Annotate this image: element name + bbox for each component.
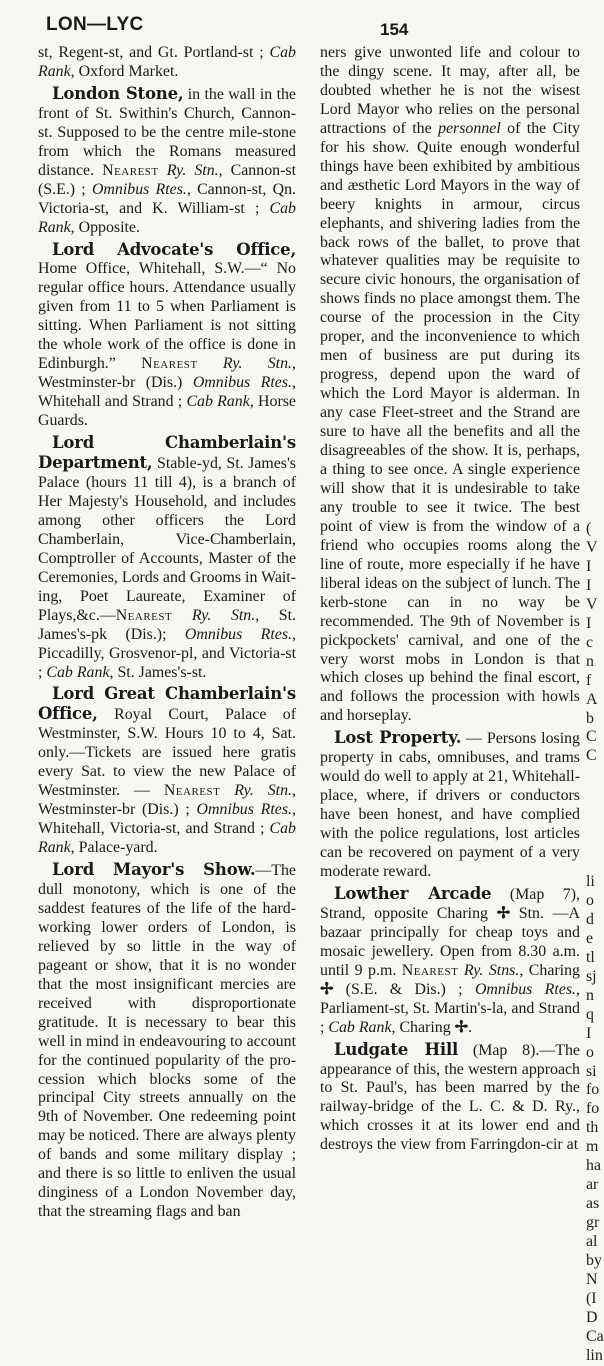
- sliver-line: c: [586, 633, 594, 651]
- entry-lowther-arcade: [320, 885, 580, 1038]
- sliver-line: tl: [586, 948, 595, 966]
- entry-text: , Opposite.: [70, 218, 140, 236]
- sliver-line: lin: [586, 1346, 603, 1364]
- entry-text: .: [467, 1018, 472, 1036]
- page-number: 154: [380, 20, 409, 39]
- entry-text: Stn. —A bazaar principally for cheap toys and mosaic jewellery. Open from 8.30 a.m. until 9 p.m.: [320, 904, 581, 979]
- omnibus-label: Omnibus Rtes.: [196, 801, 293, 819]
- entry-text: , Westminster-br (Dis.): [38, 355, 296, 392]
- sliver-line: sj: [586, 967, 597, 985]
- entry-text: —The appearance of this, the western approach to St. Paul's, has been marred by the railway-bridge of the L. C. & D. Ry., which crosses it at its lower end and destroys the view from Farringdon-cir at: [320, 1041, 580, 1154]
- cab-rank-label: Cab Rank: [46, 663, 110, 681]
- entry-text: , Palace-yard.: [70, 839, 158, 857]
- entry-text: , Horse Guards.: [38, 393, 296, 430]
- sliver-line: V: [586, 595, 598, 613]
- omnibus-label: Omnibus Rtes.: [91, 180, 187, 198]
- sliver-line: b: [586, 709, 594, 727]
- headword: Lord Chamberlain's Department,: [38, 433, 296, 473]
- omnibus-label: Omnibus Rtes.: [474, 980, 576, 998]
- sliver-line: I: [586, 1024, 592, 1042]
- continuation-text: [38, 44, 296, 82]
- entry-lord-great-chamberlain: [38, 685, 296, 858]
- headword: Lord Great Chamberlain's Office,: [38, 684, 296, 724]
- nearest-label: Nearest: [163, 782, 221, 800]
- entry-text: Home Office, Whitehall, S.W.—“ No regular office hours. Attendance usually given from 11 to 5 when Parliament is sitting. When Parliament is not sitting the whole work of the office is done in Edinburgh.”: [38, 260, 296, 373]
- omnibus-label: Omnibus Rtes.: [184, 625, 292, 643]
- entry-text: , Westminster-br (Dis.) ;: [38, 782, 296, 819]
- railway-label: Ry. Stn.: [222, 355, 293, 373]
- sliver-line: as: [586, 1195, 600, 1213]
- sliver-line: n: [586, 986, 594, 1004]
- cross-icon: ✢: [496, 904, 511, 922]
- cab-rank-label: Cab Rank: [38, 44, 296, 80]
- railway-label: Ry. Stn.: [191, 606, 256, 624]
- headword: Lord Mayor's Show.: [52, 860, 256, 880]
- entry-text: , St. James's-st.: [109, 663, 207, 681]
- railway-label: Ry. Stn.: [166, 161, 219, 179]
- entry-lost-property: [320, 729, 580, 882]
- headword: Lowther Arcade: [334, 883, 492, 903]
- sliver-line: C: [586, 747, 597, 765]
- entry-text: , St. James's-pk (Dis.);: [38, 606, 296, 643]
- entry-lord-advocate: [38, 241, 296, 432]
- sliver-line: I: [586, 614, 592, 632]
- text: st, Regent-st, and Gt. Portland-st ;: [38, 44, 270, 61]
- cross-icon: ✢: [454, 1018, 468, 1036]
- sliver-line: N: [586, 1271, 598, 1289]
- entry-text: Strand, opposite Charing: [320, 904, 497, 922]
- sliver-line: ha: [586, 1157, 601, 1175]
- entry-text: , Charing: [519, 961, 580, 979]
- sliver-line: I: [586, 557, 592, 575]
- cab-rank-label: Cab Rank: [328, 1018, 392, 1036]
- entry-text: Royal Court, Palace of Westminster, S.W. Hours 10 to 4, Sat. only.—Tickets are issued here gratis every Sat. to view the new Palace of Westminster. —: [38, 706, 296, 800]
- sliver-line: li: [586, 873, 595, 890]
- sliver-line: si: [586, 1062, 597, 1080]
- next-page-sliver-lower: [586, 873, 604, 1366]
- sliver-line: by: [586, 1252, 602, 1270]
- sliver-line: fo: [586, 1081, 600, 1099]
- entry-ludgate-hill: [320, 1041, 580, 1156]
- sliver-line: n: [586, 652, 594, 670]
- cab-rank-label: Cab Rank: [186, 393, 250, 411]
- sliver-line: V: [586, 538, 598, 556]
- nearest-label: Nearest: [401, 961, 459, 979]
- cab-rank-label: Cab Rank: [38, 199, 296, 236]
- entry-text: , Charing: [391, 1018, 455, 1036]
- sliver-line: e: [586, 929, 594, 947]
- nearest-label: Nearest: [115, 606, 173, 624]
- sliver-line: d: [586, 910, 594, 928]
- railway-label: Ry. Stns.: [463, 961, 520, 979]
- entry-text: Stable-yd, St. James's Palace (hours 11 till 4), is a branch of Her Majesty's Household, and includes among other officers the Lord Chamberlain, Vice-Chamberlain, Comptroller of Accounts, Master of the Ceremonies, Lords and Grooms in Waiting, Poet Laureate, Examiner of Plays,&c.—: [38, 455, 296, 624]
- sliver-line: q: [586, 1005, 594, 1023]
- sliver-line: o: [586, 1043, 594, 1061]
- right-column: [320, 44, 580, 1155]
- entry-lord-mayors-show: [38, 861, 296, 1222]
- entry-text: in the wall in the front of St. Swithin's Church, Cannon-st. Supposed to be the centre mile-stone from which the Romans measured distance.: [38, 85, 296, 179]
- entry-text: , Whitehall, Victoria-st, and Strand ;: [38, 801, 296, 838]
- show-continuation: [320, 44, 580, 726]
- sliver-line: o: [586, 891, 594, 909]
- entry-text: (S.E. & Dis.) ;: [333, 980, 475, 998]
- entry-text: of the City for his show. Quite enough wonderful things have been exhibited by ambitious and æsthetic Lord Mayors in the way of beery knights in armour, circus elephants, and shivering ladies from the back rows of the ballet, to prove that whatever qualities may be requisite to secure civic honours, the organisation of shows finds no place amongst them. The course of the procession in the City proper, and the inconvenience to which men of business are put during its progress, depend upon the ward of which the Lord Mayor is alderman. In any case Fleet-street and the Strand are sure to have all the benefits and all the disagreeables of the show. It is, perhaps, a thing to see once. A single experience will show that it is undesirable to take any trouble to see it twice. The best point of view is from the window of a friend who occupies rooms along the line of route, more especially if he have liberal ideas on the subject of lunch. The kerb-stone can in no way be recommended. The 9th of November is pickpockets' carnival, and one of the very worst mobs in London is that which closes up behind the final escort, and follows the procession with howls and horseplay.: [320, 119, 580, 725]
- text: , Oxford Market.: [70, 62, 179, 80]
- entry-text: , Cannon-st (S.E.) ;: [38, 161, 296, 198]
- entry-text: —The dull monotony, which is one of the saddest features of the life of the hard-working lower orders of London, is relieved by so little in the way of pageant or show, that it is no wonder that the most insignificant mercies are received with disproportionate gratitude. It is necessary to bear this well in mind in endeavouring to account for the continued popularity of the procession which blocks some of the principal City streets annually on the 9th of November. One redeeming point may be noticed. There are always plenty of bands and some military display ; and there is so little to enliven the usual dinginess of a London November day, that the streaming flags and ban: [38, 862, 296, 1221]
- sliver-line: (: [586, 520, 592, 537]
- sliver-line: th: [586, 1119, 599, 1137]
- headword: London Stone,: [52, 83, 184, 103]
- headword: Lost Property.: [334, 728, 462, 748]
- sliver-line: (I: [586, 1289, 597, 1307]
- omnibus-label: Omnibus Rtes.: [192, 374, 293, 392]
- nearest-label: Nearest: [102, 161, 159, 179]
- cross-icon: ✢: [320, 980, 334, 998]
- headword: Ludgate Hill: [334, 1039, 459, 1059]
- left-column: [38, 44, 296, 1222]
- railway-label: Ry. Stn.: [234, 782, 292, 800]
- sliver-line: gr: [586, 1214, 600, 1232]
- sliver-line: fo: [586, 1100, 600, 1118]
- next-page-sliver-upper: [586, 520, 600, 766]
- sliver-line: C: [586, 728, 597, 746]
- sliver-line: D: [586, 1308, 598, 1326]
- entry-text: , Piccadilly, Grosvenor-pl, and Victoria-st ;: [38, 625, 296, 681]
- entry-lord-chamberlain: [38, 434, 296, 682]
- sliver-line: m: [586, 1138, 599, 1156]
- entry-text: ners give unwonted life and colour to the dingy scene. It may, after all, be doubted whether he is not the wisest Lord Mayor who relies on the personal attractions of the: [320, 44, 580, 137]
- headword: Lord Advocate's Office,: [52, 239, 296, 259]
- sliver-line: al: [586, 1233, 598, 1251]
- italic-term: personnel: [438, 119, 501, 137]
- entry-london-stone: [38, 85, 296, 238]
- sliver-line: f: [586, 671, 592, 689]
- cab-rank-label: Cab Rank: [38, 820, 296, 857]
- map-reference: (Map 8).: [458, 1041, 540, 1059]
- sliver-line: A: [586, 690, 598, 708]
- sliver-line: Ca: [586, 1327, 604, 1345]
- map-reference: (Map 7),: [491, 885, 580, 903]
- running-head: LON—LYC: [46, 14, 144, 35]
- entry-text: , Whitehall and Strand ;: [38, 374, 296, 411]
- entry-text: , Parliament-st, St. Martin's-la, and Strand ;: [320, 980, 580, 1036]
- entry-text: — Persons losing property in cabs, omnibuses, and trams would do well to apply at 21, Whitehall-place, where, if drivers or conductors have been honest, and have complied with the police regulations, lost articles can be recovered on payment of a very moderate reward.: [320, 730, 580, 880]
- nearest-label: Nearest: [141, 355, 198, 373]
- entry-text: , Cannon-st, Qn. Victoria-st, and K. William-st ;: [38, 180, 296, 217]
- sliver-line: I: [586, 576, 592, 594]
- sliver-line: ar: [586, 1176, 599, 1194]
